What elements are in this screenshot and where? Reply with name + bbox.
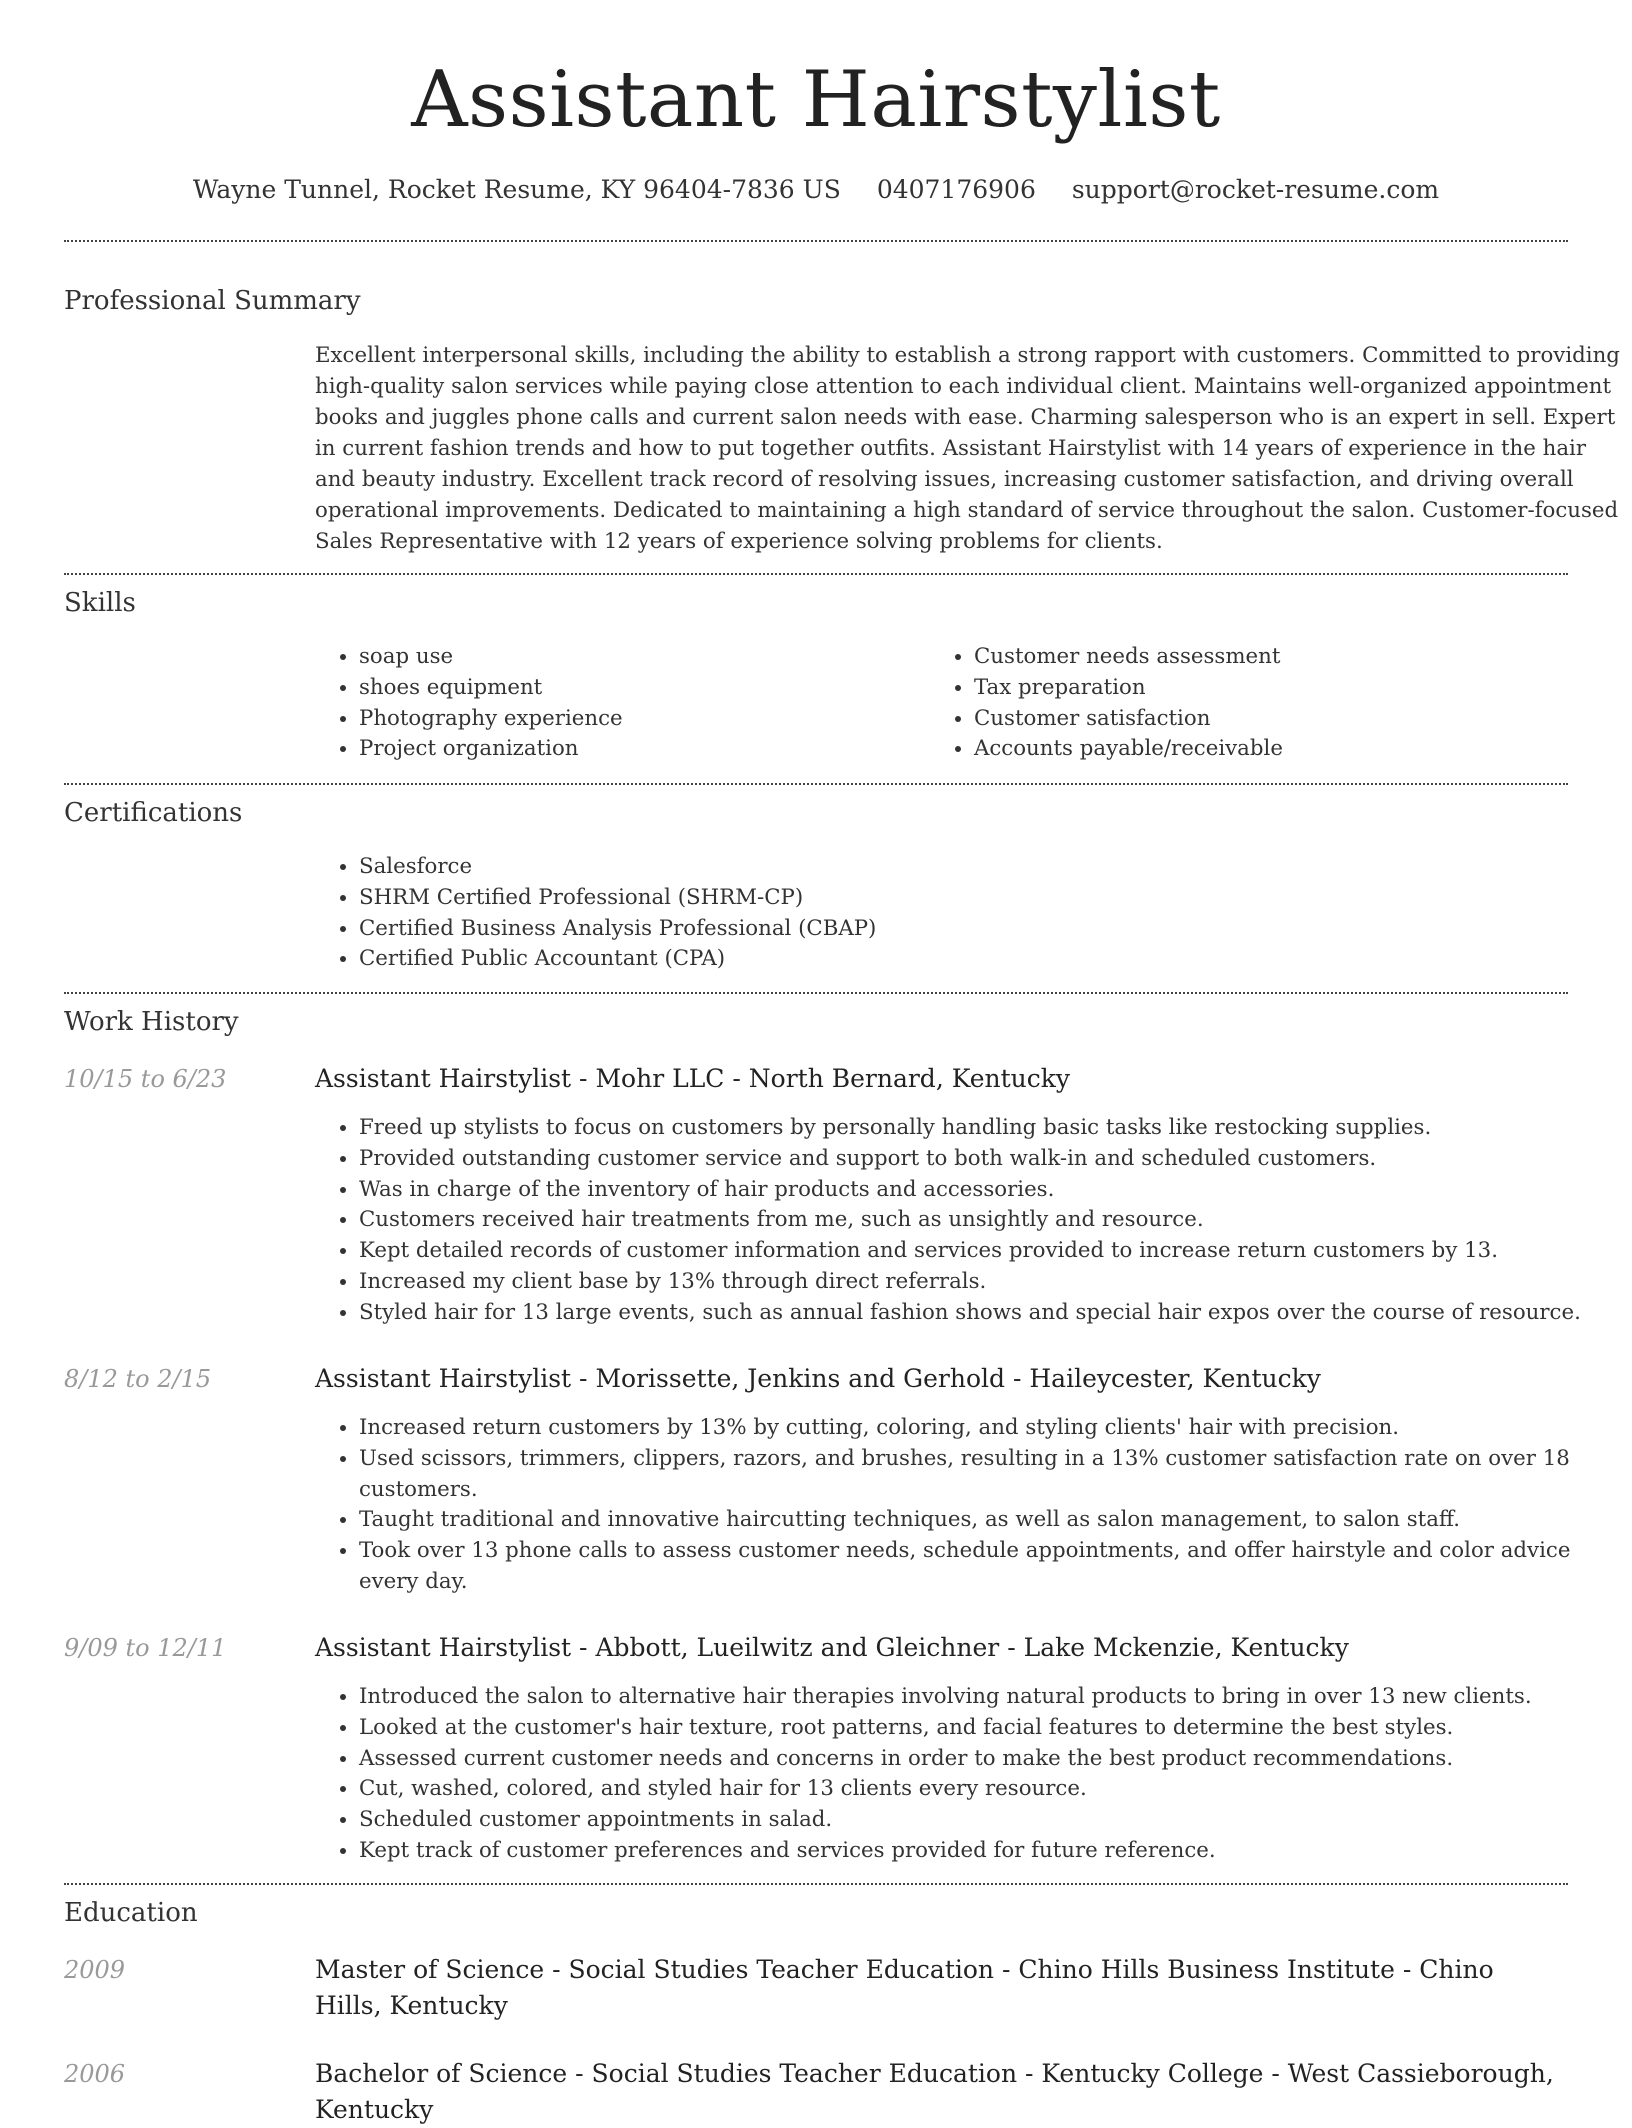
divider [64, 992, 1568, 994]
certifications-heading: Certifications [64, 798, 243, 828]
education-school: - Kentucky College - West Cassieborough, Kentucky [315, 2059, 1554, 2124]
education-entry [315, 1952, 1565, 2024]
certifications-list [315, 852, 1609, 975]
education-year: 2009 [64, 1956, 126, 1984]
skill-item: • soap use [359, 642, 929, 673]
job-bullet: • Provided outstanding customer service and support to both walk-in and scheduled customers. [359, 1144, 1624, 1175]
job-bullets [315, 1682, 1624, 1867]
divider [64, 1883, 1568, 1885]
skill-item: • Customer satisfaction [974, 704, 1574, 735]
contact-phone: 0407176906 [876, 175, 1036, 204]
job-title: Assistant Hairstylist - Abbott, Lueilwitz and Gleichner - Lake Mckenzie, Kentucky [315, 1633, 1349, 1662]
job-bullet: • Was in charge of the inventory of hair products and accessories. [359, 1175, 1624, 1206]
certification-item: • Certified Business Analysis Professional (CBAP) [359, 914, 1609, 945]
summary-text: Excellent interpersonal skills, including the ability to establish a strong rapport with customers. Committed to providing high-quality salon services while paying close attention to each individual client. Maintains well-organized appointment books and juggles phone calls and current salon needs with ease. Charming salesperson who is an expert in sell. Expert in current fashion trends and how to put together outfits. Assistant Hairstylist with 14 years of experience in the hair and beauty industry. Excellent track record of resolving issues, increasing customer satisfaction, and driving overall operational improvements. Dedicated to maintaining a high standard of service throughout the salon. Customer-focused Sales Representative with 12 years of experience solving problems for clients. [315, 343, 1620, 554]
certification-item: • Salesforce [359, 852, 1609, 883]
skills-list-right [930, 642, 1574, 765]
job-bullets [315, 1113, 1624, 1329]
education-degree: Master of Science - Social Studies Teacher Education [315, 1955, 995, 1984]
skill-item: • Photography experience [359, 704, 929, 735]
education-year: 2006 [64, 2060, 126, 2088]
education-degree: Bachelor of Science - Social Studies Teacher Education [315, 2059, 1018, 2088]
job-dates: 9/09 to 12/11 [64, 1634, 227, 1662]
job-bullet: • Increased return customers by 13% by cutting, coloring, and styling clients' hair with precision. [359, 1413, 1624, 1444]
skill-item: • shoes equipment [359, 673, 929, 704]
job-dates: 10/15 to 6/23 [64, 1065, 227, 1093]
job-title: Assistant Hairstylist - Mohr LLC - North Bernard, Kentucky [315, 1064, 1071, 1093]
skills-heading: Skills [64, 588, 136, 618]
job-bullet: • Kept detailed records of customer information and services provided to increase return customers by 13. [359, 1236, 1624, 1267]
certification-item: • Certified Public Accountant (CPA) [359, 944, 1609, 975]
education-school: - Chino Hills Business Institute - Chino Hills, Kentucky [315, 1955, 1494, 2020]
job-title: Assistant Hairstylist - Morissette, Jenkins and Gerhold - Haileycester, Kentucky [315, 1364, 1321, 1393]
education-entry [315, 2056, 1565, 2128]
job-bullet: • Customers received hair treatments from me, such as unsightly and resource. [359, 1205, 1624, 1236]
divider [64, 783, 1568, 785]
job-bullet: • Used scissors, trimmers, clippers, razors, and brushes, resulting in a 13% customer satisfaction rate on over 18 customers. [359, 1444, 1624, 1506]
job-bullet: • Kept track of customer preferences and services provided for future reference. [359, 1836, 1624, 1867]
job-bullet: • Introduced the salon to alternative hair therapies involving natural products to bring in over 13 new clients. [359, 1682, 1624, 1713]
job-bullet: • Styled hair for 13 large events, such as annual fashion shows and special hair expos over the course of resource. [359, 1298, 1624, 1329]
education-heading: Education [64, 1898, 198, 1928]
work-history-heading: Work History [64, 1007, 239, 1037]
skill-item: • Tax preparation [974, 673, 1574, 704]
job-bullet: • Looked at the customer's hair texture, root patterns, and facial features to determine the best styles. [359, 1713, 1624, 1744]
job-bullets [315, 1413, 1624, 1598]
certification-item: • SHRM Certified Professional (SHRM-CP) [359, 883, 1609, 914]
divider [64, 240, 1568, 242]
job-bullet: • Freed up stylists to focus on customers by personally handling basic tasks like restocking supplies. [359, 1113, 1624, 1144]
resume-title: Assistant Hairstylist [411, 55, 1221, 145]
job-bullet: • Assessed current customer needs and concerns in order to make the best product recommendations. [359, 1744, 1624, 1775]
skills-list-left [315, 642, 929, 765]
contact-email: support@rocket-resume.com [1071, 175, 1440, 204]
skill-item: • Accounts payable/receivable [974, 734, 1574, 765]
job-dates: 8/12 to 2/15 [64, 1365, 212, 1393]
job-bullet: • Taught traditional and innovative haircutting techniques, as well as salon management, to salon staff. [359, 1505, 1624, 1536]
job-bullet: • Cut, washed, colored, and styled hair for 13 clients every resource. [359, 1774, 1624, 1805]
skill-item: • Project organization [359, 734, 929, 765]
job-bullet: • Increased my client base by 13% through direct referrals. [359, 1267, 1624, 1298]
job-bullet: • Scheduled customer appointments in salad. [359, 1805, 1624, 1836]
summary-heading: Professional Summary [64, 286, 361, 316]
divider [64, 573, 1568, 575]
contact-address: Wayne Tunnel, Rocket Resume, KY 96404-7836 US [192, 175, 841, 204]
contact-line [64, 170, 1568, 210]
skill-item: • Customer needs assessment [974, 642, 1574, 673]
job-bullet: • Took over 13 phone calls to assess customer needs, schedule appointments, and offer hairstyle and color advice every day. [359, 1536, 1624, 1598]
